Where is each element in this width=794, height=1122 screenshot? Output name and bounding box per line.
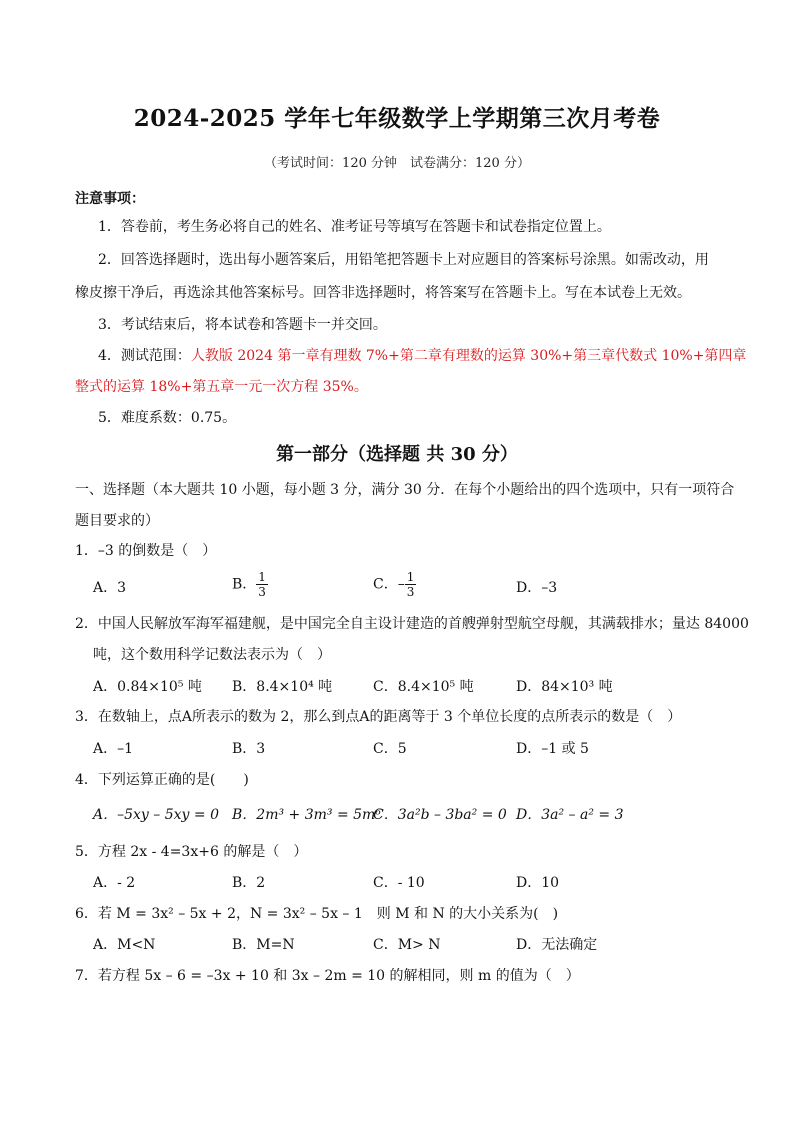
question-3-option-a: A．–1	[93, 741, 134, 757]
test-scope-line-2: 整式的运算 18%+第五章一元一次方程 35%。	[75, 379, 368, 395]
question-4-option-b: B．2m³ + 3m³ = 5m⁶	[232, 807, 381, 823]
question-3-option-d: D．–1 或 5	[516, 741, 589, 757]
question-4-option-d: D．3a² – a² = 3	[516, 807, 624, 823]
question-4-stem: 4．下列运算正确的是( )	[75, 772, 249, 788]
test-scope: 人教版 2024 第一章有理数 7%+第二章有理数的运算 30%+第三章代数式 10%+第四章	[190, 348, 747, 364]
question-2-stem-line-2: 吨，这个数用科学记数法表示为（ ）	[93, 647, 331, 663]
question-6-option-b: B．M=N	[232, 937, 295, 953]
numerator: 1	[258, 570, 266, 584]
question-6-option-c: C．M> N	[373, 937, 441, 953]
question-1-option-d: D．–3	[516, 580, 558, 596]
section-intro-line-2: 题目要求的）	[75, 513, 159, 529]
question-1-stem: 1．–3 的倒数是（ ）	[75, 543, 217, 559]
question-2-option-a: A．0.84×10⁵ 吨	[93, 679, 202, 695]
question-5-stem: 5．方程 2x ‑ 4=3x+6 的解是（ ）	[75, 844, 308, 860]
question-3-option-b: B．3	[232, 741, 266, 757]
denominator: 3	[258, 585, 266, 599]
question-1-option-b	[232, 570, 268, 599]
question-2-option-d: D．84×10³ 吨	[516, 679, 613, 695]
question-7-stem: 7．若方程 5x – 6 = –3x + 10 和 3x – 2m = 10 的解相同，则 m 的值为（ ）	[75, 968, 580, 984]
question-2-stem-line-1: 2．中国人民解放军海军福建舰，是中国完全自主设计建造的首艘弹射型航空母舰，其满载排水；量达 84000	[75, 616, 749, 632]
notice-item-1: 1．答卷前，考生务必将自己的姓名、准考证号等填写在答题卡和试卷指定位置上。	[98, 219, 611, 235]
question-5-option-d: D．10	[516, 875, 560, 891]
question-3-option-c: C．5	[373, 741, 407, 757]
section-intro-line-1: 一、选择题（本大题共 10 小题，每小题 3 分，满分 30 分．在每个小题给出的四个选项中，只有一项符合	[75, 482, 735, 498]
question-4-option-a: A．–5xy – 5xy = 0	[93, 807, 219, 823]
notice-item-4	[98, 346, 746, 366]
question-5-option-a: A．‑ 2	[93, 875, 136, 891]
notice-item-3: 3．考试结束后，将本试卷和答题卡一并交回。	[98, 317, 387, 333]
notice-item-5: 5．难度系数：0.75。	[98, 410, 237, 426]
question-2-option-b: B．8.4×10⁴ 吨	[232, 679, 333, 695]
denominator: 3	[406, 585, 415, 599]
question-3-stem: 3．在数轴上，点A所表示的数为 2，那么到点A的距离等于 3 个单位长度的点所表示的数是（ ）	[75, 709, 682, 725]
question-6-stem: 6．若 M = 3x² – 5x + 2，N = 3x² – 5x – 1 则 M 和 N 的大小关系为( )	[75, 906, 559, 922]
numerator: 1	[406, 570, 415, 584]
exam-info: （考试时间：120 分钟 试卷满分：120 分）	[264, 156, 530, 171]
question-5-option-c: C．‑ 10	[373, 875, 425, 891]
question-6-option-d: D．无法确定	[516, 937, 598, 953]
option-b-label: B．	[232, 576, 257, 593]
notice-item-4-prefix: 4．测试范围：	[98, 348, 191, 364]
question-1-option-a: A．3	[93, 580, 127, 596]
page-title: 2024-2025 学年七年级数学上学期第三次月考卷	[133, 105, 661, 132]
section-title: 第一部分（选择题 共 30 分）	[276, 444, 518, 465]
question-5-option-b: B．2	[232, 875, 266, 891]
question-4-option-c: C．3a²b – 3ba² = 0	[373, 807, 507, 823]
question-6-option-a: A．M<N	[93, 937, 156, 953]
notice-item-2-line-1: 2．回答选择题时，选出每小题答案后，用铅笔把答题卡上对应题目的答案标号涂黑。如需改动，用	[98, 252, 709, 268]
notice-heading: 注意事项：	[75, 191, 145, 207]
question-2-option-c: C．8.4×10⁵ 吨	[373, 679, 474, 695]
question-1-option-c	[373, 570, 416, 599]
fraction	[256, 570, 268, 599]
fraction	[405, 570, 417, 599]
notice-item-2-line-2: 橡皮擦干净后，再选涂其他答案标号。回答非选择题时，将答案写在答题卡上。写在本试卷上无效。	[75, 285, 691, 301]
option-c-label: C．–	[373, 576, 405, 593]
